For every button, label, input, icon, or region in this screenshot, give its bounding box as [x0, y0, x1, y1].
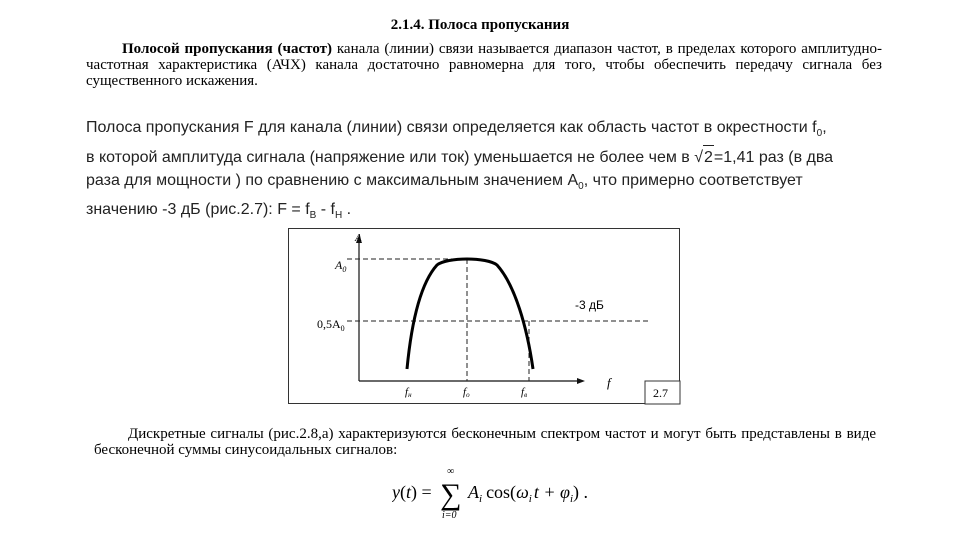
fv-label: fв	[521, 386, 528, 399]
frequency-response-diagram	[289, 229, 681, 405]
bandwidth-line-4: значению -3 дБ (рис.2.7): $F = f_В - f_Н$ .	[86, 201, 352, 222]
fn-label: fн	[405, 386, 412, 399]
f0-label: fо	[463, 386, 470, 399]
a0-label: $A_0$	[335, 258, 347, 274]
bandwidth-line-2: в которой амплитуда сигнала (напряжение или ток) уменьшается не более чем в √2=1,41 раз (в два	[86, 145, 886, 169]
bandwidth-line-1: Полоса пропускания F для канала (линии) связи определяется как область частот в окрестности $f_0$,	[86, 119, 827, 140]
frequency-response-figure	[288, 228, 680, 404]
sum-lower-limit: i=0	[442, 510, 457, 521]
response-curve	[407, 259, 533, 369]
definition-paragraph	[86, 41, 882, 89]
half-a0-label: $0,5A_0$	[317, 317, 345, 333]
formula-rhs: $A_i$ $\cos(\omega_i$ $t + \varphi_i$) .	[468, 482, 589, 505]
formula-lhs: y(t) =	[392, 482, 432, 502]
x-axis-arrow	[577, 378, 585, 384]
y-axis-label: A	[355, 232, 362, 244]
definition-text: канала (линии) связи называется диапазон частот, в пределах которого амплитудно-частотная характеристика (АЧХ) канала достаточно равномерна для того, чтобы обеспечить передачу сигнала без существенного искажения.	[86, 41, 882, 89]
figure-number: 2.7	[653, 386, 668, 400]
definition-term: Полосой пропускания (частот)	[122, 41, 332, 57]
bandwidth-line-3: раза для мощности ) по сравнению с максимальным значением $A_0$, что примерно соответствует	[86, 172, 803, 193]
fourier-series-formula	[392, 466, 612, 522]
discrete-signals-paragraph: Дискретные сигналы (рис.2.8,а) характеризуются бесконечным спектром частот и могут быть представлены в виде бесконечной суммы синусоидальных сигналов:	[94, 426, 876, 458]
x-axis-label: f	[607, 375, 611, 390]
section-title: 2.1.4. Полоса пропускания	[390, 17, 570, 33]
bandwidth-paragraph	[86, 116, 886, 228]
sum-upper-limit: ∞	[447, 466, 455, 477]
sum-symbol: ∑	[440, 478, 462, 511]
minus-3db-label: -3 дБ	[575, 298, 604, 312]
sqrt-symbol: √2	[694, 145, 714, 169]
formula-svg	[392, 466, 612, 522]
